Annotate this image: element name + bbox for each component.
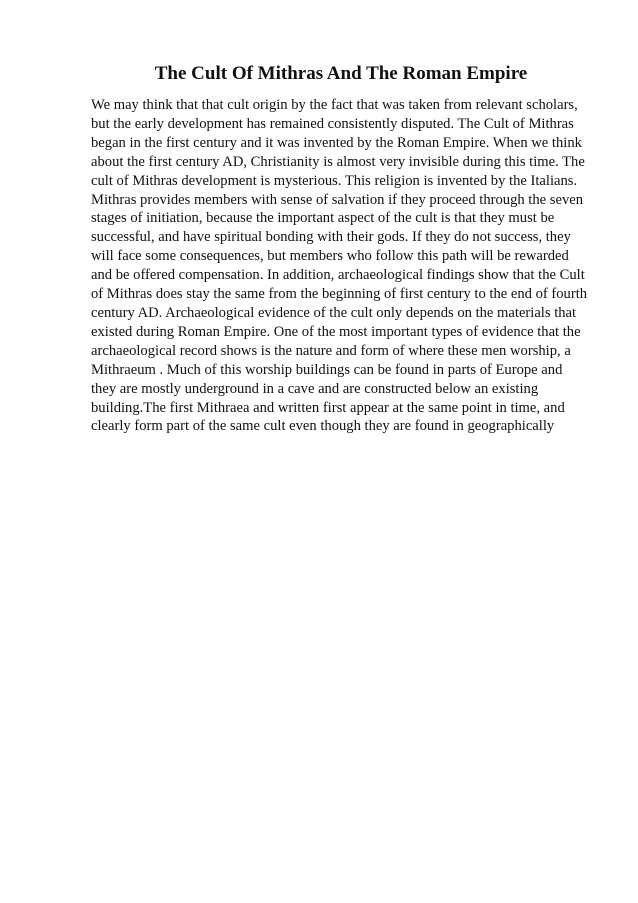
body-line: stages of initiation, because the important aspect of the cult is that they must be	[91, 210, 555, 227]
body-line: began in the first century and it was invented by the Roman Empire. When we think	[91, 134, 582, 151]
body-line: about the first century AD, Christianity is almost very invisible during this time. The	[91, 153, 585, 170]
body-line: but the early development has remained consistently disputed. The Cult of Mithras	[91, 115, 574, 132]
body-line: We may think that that cult origin by the fact that was taken from relevant scholars,	[91, 97, 578, 113]
body-line: archaeological record shows is the nature and form of where these men worship, a	[91, 342, 571, 359]
body-line: successful, and have spiritual bonding with their gods. If they do not success, they	[91, 229, 571, 246]
document-title: The Cult Of Mithras And The Roman Empire	[154, 63, 528, 84]
body-line: cult of Mithras development is mysterious. This religion is invented by the Italians.	[91, 172, 578, 189]
body-line: will face some consequences, but members who follow this path will be rewarded	[91, 248, 569, 265]
body-line: existed during Roman Empire. One of the most important types of evidence that the	[91, 323, 581, 340]
body-line: they are mostly underground in a cave and are constructed below an existing	[91, 380, 539, 397]
body-line: clearly form part of the same cult even though they are found in geographically	[91, 418, 555, 435]
body-line: Mithras provides members with sense of salvation if they proceed through the seven	[91, 191, 584, 208]
body-line: century AD. Archaeological evidence of the cult only depends on the materials that	[91, 304, 577, 321]
body-line: and be offered compensation. In addition, archaeological findings show that the Cult	[91, 267, 585, 284]
document-body	[91, 96, 611, 436]
body-line: building.The first Mithraea and written first appear at the same point in time, and	[91, 399, 565, 416]
body-line: of Mithras does stay the same from the beginning of first century to the end of fourth	[91, 286, 588, 303]
body-line: Mithraeum . Much of this worship buildings can be found in parts of Europe and	[91, 361, 563, 378]
